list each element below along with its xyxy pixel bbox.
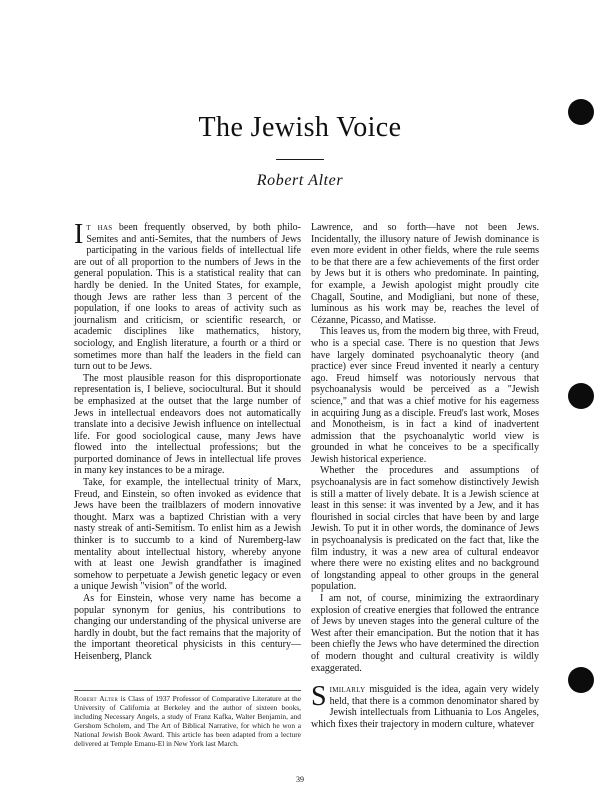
paragraph: I am not, of course, minimizing the extraordinary explosion of creative energies that followed the entrance of Jews by uneven stages into the general culture of the West after their emancipation. But the notion that it has been chiefly the Jews who have determined the direction of modern thought and cultural creativity is wildly exaggerated. bbox=[311, 593, 539, 674]
drop-cap: S bbox=[311, 681, 327, 713]
paragraph-text: been frequently observed, by both philo-Semites and anti-Semites, that the numbers of Jews participating in the various fields of intellectual life are out of all proportion to the numbers of Jews in the general population. This is a statistical reality that can hardly be denied. In the United States, for example, though Jews are rather less than 3 percent of the population, if one looks to areas of activity such as journalism and criticism, or scientific research, or academic disciplines like mathematics, history, sociology, and English literature, a fourth or a third or sometimes more than half the leaders in the field can turn out to be Jews. bbox=[74, 222, 302, 373]
paragraph: Take, for example, the intellectual trinity of Marx, Freud, and Einstein, so often invoked as evidence that Jews have been the trailblazers of modern innovative thought. Marx was a baptized Christian with a very nasty streak of anti-Semitism. To enlist him as a Jewish thinker is to succumb to a kind of Nuremberg-law mentality about intellectual history, whereby anyone with at least one Jewish grandfather is imagined somehow to perpetuate a Jewish genetic legacy or even a unique Jewish "vision" of the world. bbox=[74, 477, 301, 593]
page-number: 39 bbox=[296, 775, 304, 784]
footnote-text: is Class of 1937 Professor of Comparative Literature at the University of California at Berkeley and the author of sixteen books, including Necessary Angels, a study of Franz Kafka, Walter Benjamin, and Gershom Scholem, and The Art of Biblical Narrative, for which he won a National Jewish Book Award. This article has been adapted from a lecture delivered at Temple Emanu-El in New York last March. bbox=[74, 694, 302, 748]
article-title: The Jewish Voice bbox=[198, 112, 402, 143]
lead-in: t has bbox=[86, 222, 113, 233]
footnote-divider bbox=[74, 690, 301, 691]
lead-in: imilarly bbox=[329, 684, 366, 696]
paragraph: As for Einstein, whose very name has become a popular synonym for genius, his contributions to changing our understanding of the physical universe are hardly in doubt, but the fact remains that the majority of the important theoretical physicists in this century—Heisenberg, Planck bbox=[74, 593, 301, 662]
author-bio-footnote bbox=[74, 694, 301, 748]
footnote-author-name: Robert Alter bbox=[74, 694, 119, 703]
title-divider bbox=[276, 159, 324, 160]
paragraph: The most plausible reason for this disproportionate representation is, I believe, sociocultural. But it should be emphasized at the outset that the large number of Jews in intellectual endeavors does not automatically translate into a decisive Jewish influence on intellectual life. For good sociological cause, many Jews have flowed into the intellectual professions; but the purported dominance of Jews in intellectual life proves in many key instances to be a mirage. bbox=[74, 372, 301, 477]
author-byline: Robert Alter bbox=[256, 172, 344, 189]
paragraph: Whether the procedures and assumptions of psychoanalysis are in fact somehow distinctively Jewish is still a matter of lively debate. It is a Jewish science at least in this sense: it was invented by a Jew, and it has flourished in social circles that have been by and large Jewish. To put it in other words, the dominance of Jews in psychoanalysis is predicated on the fact that, like the film industry, it was a new area of cultural endeavor where there were no existing elites and no background of longstanding appeal to other groups in the general population. bbox=[311, 465, 539, 593]
right-column bbox=[311, 222, 539, 731]
paragraph bbox=[74, 219, 302, 373]
punch-hole-middle bbox=[568, 383, 594, 409]
punch-hole-bottom bbox=[568, 667, 594, 693]
paragraph: This leaves us, from the modern big three, with Freud, who is a special case. There is no question that Jews have largely dominated psychoanalytic theory (and practice) ever since Freud invented it nearly a century ago. Freud himself was notoriously nervous that psychoanalysis would be perceived as a "Jewish science," and that was a chief motive for his eagerness in acquiring Jung as a disciple. Freud's last work, Moses and Monotheism, is in fact a kind of inadvertent admission that the psychoanalytic world view is grounded in what he conceives to be a specifically Jewish historical experience. bbox=[311, 326, 539, 465]
paragraph: Lawrence, and so forth—have not been Jews. Incidentally, the illusory nature of Jewish dominance is even more evident in other fields, where the rule seems to be that there are a few achievements of the first order by Jews but it is others who predominate. In painting, for example, a Jewish apologist might proudly cite Chagall, Soutine, and Modigliani, but none of these, luminous as his work may be, reaches the level of Cézanne, Picasso, and Matisse. bbox=[311, 222, 539, 326]
paragraph-text: misguided is the idea, again very widely held, that there is a common denominator shared by Jewish intellectuals from Lithuania to Los Angeles, which fixes their trajectory in modern culture, whatever bbox=[311, 684, 539, 730]
paragraph bbox=[311, 681, 539, 730]
drop-cap: I bbox=[74, 219, 84, 250]
left-column bbox=[74, 219, 302, 663]
